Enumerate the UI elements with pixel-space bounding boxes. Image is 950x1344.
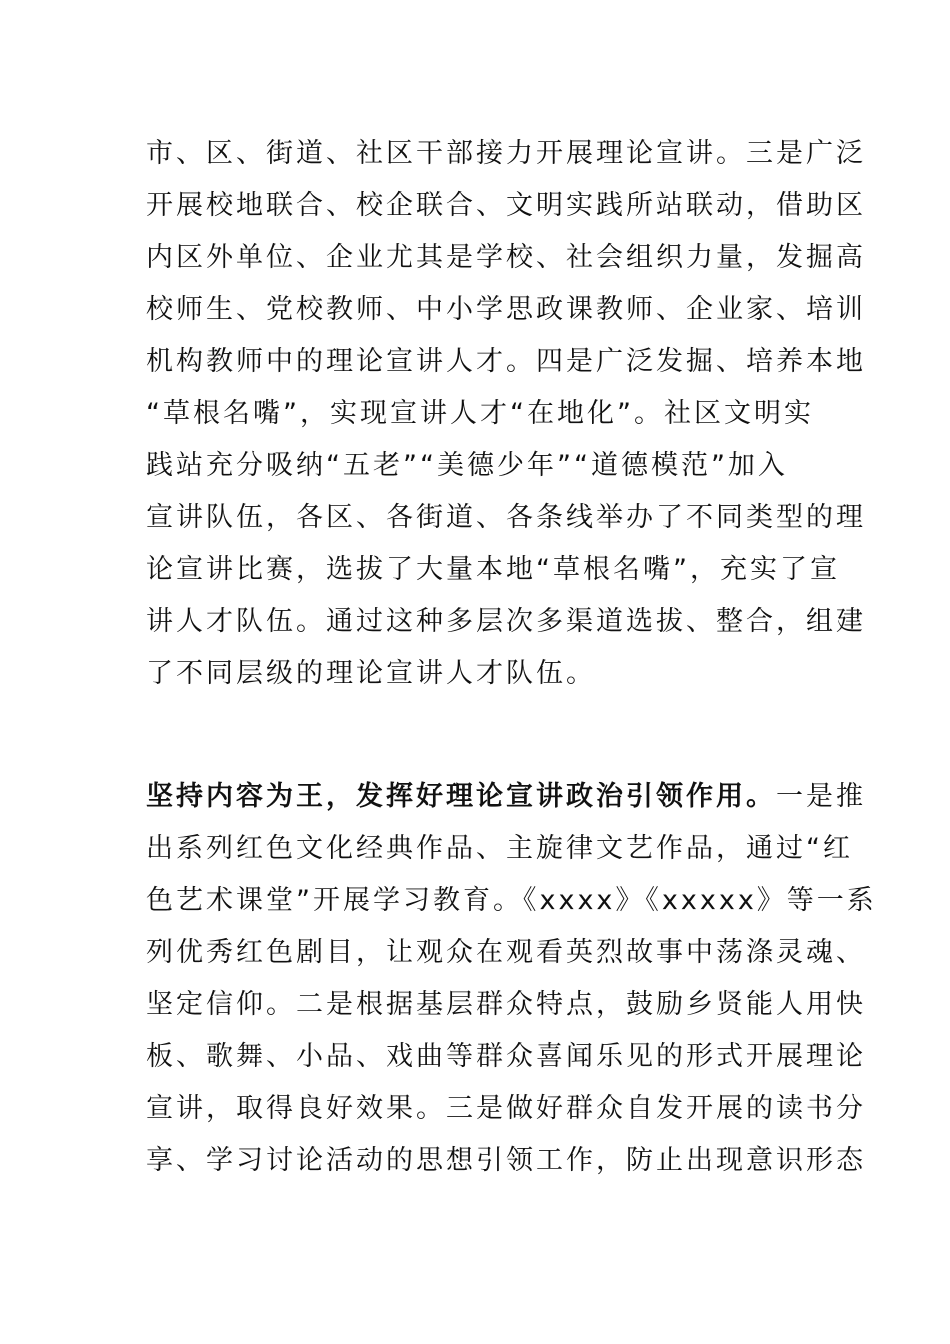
text-line: 机构教师中的理论宣讲人才。四是广泛发掘、培养本地 — [146, 346, 866, 377]
text-line: 了不同层级的理论宣讲人才队伍。 — [146, 658, 596, 689]
text-line: 市、区、街道、社区干部接力开展理论宣讲。三是广泛 — [146, 138, 866, 169]
text-line: 内区外单位、企业尤其是学校、社会组织力量，发掘高 — [146, 242, 866, 273]
text-line: “草根名嘴”，实现宣讲人才“在地化”。社区文明实 — [146, 398, 814, 429]
paragraph-talent-team — [146, 128, 866, 700]
paragraph-heading: 坚持内容为王，发挥好理论宣讲政治引领作用。 — [146, 781, 776, 812]
text-line: 享、学习讨论活动的思想引领工作，防止出现意识形态 — [146, 1145, 866, 1176]
text-fragment: 一是推 — [776, 781, 866, 812]
text-line: 宣讲队伍，各区、各街道、各条线举办了不同类型的理 — [146, 502, 866, 533]
text-line: 校师生、党校教师、中小学思政课教师、企业家、培训 — [146, 294, 866, 325]
text-line: 践站充分吸纳“五老”“美德少年”“道德模范”加入 — [146, 450, 788, 481]
paragraph-content-first — [146, 771, 877, 1187]
text-line — [146, 771, 866, 823]
text-line: 出系列红色文化经典作品、主旋律文艺作品，通过“红 — [146, 833, 853, 864]
text-line: 列优秀红色剧目，让观众在观看英烈故事中荡涤灵魂、 — [146, 937, 866, 968]
text-line: 开展校地联合、校企联合、文明实践所站联动，借助区 — [146, 190, 866, 221]
text-line: 色艺术课堂”开展学习教育。《xxxx》《xxxxx》等一系 — [146, 885, 877, 916]
text-line: 宣讲，取得良好效果。三是做好群众自发开展的读书分 — [146, 1093, 866, 1124]
text-line: 坚定信仰。二是根据基层群众特点，鼓励乡贤能人用快 — [146, 989, 866, 1020]
text-line: 板、歌舞、小品、戏曲等群众喜闻乐见的形式开展理论 — [146, 1041, 866, 1072]
text-line: 讲人才队伍。通过这种多层次多渠道选拔、整合，组建 — [146, 606, 866, 637]
text-line: 论宣讲比赛，选拔了大量本地“草根名嘴”，充实了宣 — [146, 554, 840, 585]
